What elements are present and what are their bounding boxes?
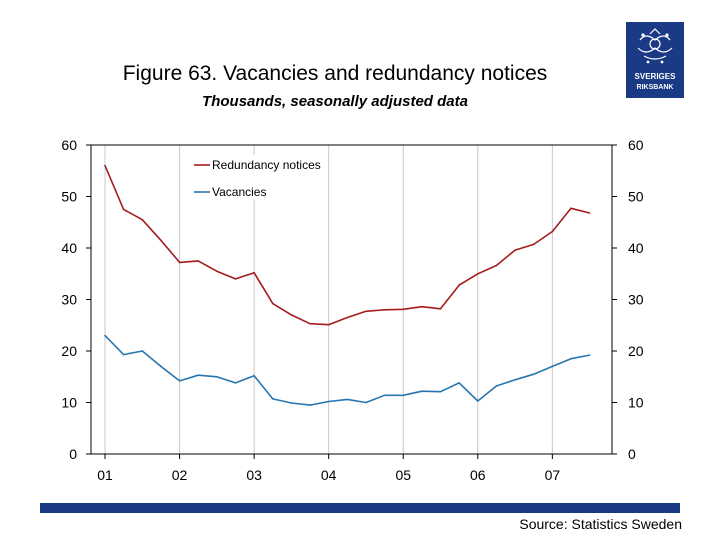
- data-point: [570, 358, 572, 360]
- data-point: [123, 354, 125, 356]
- chart-subtitle: Thousands, seasonally adjusted data: [202, 93, 468, 110]
- data-point: [384, 309, 386, 311]
- y-tick-label-left: 60: [61, 137, 77, 153]
- data-point: [365, 402, 367, 404]
- data-point: [142, 350, 144, 352]
- y-tick-label-left: 10: [61, 394, 77, 411]
- data-point: [496, 265, 498, 267]
- data-point: [440, 308, 442, 310]
- data-point: [291, 402, 293, 404]
- data-point: [197, 374, 199, 376]
- x-tick-label: 03: [246, 467, 262, 483]
- y-tick-label-right: 0: [628, 446, 636, 462]
- x-tick-label: 05: [395, 467, 412, 483]
- data-point: [272, 398, 274, 400]
- data-point: [589, 212, 591, 214]
- legend-label: Vacancies: [212, 185, 267, 199]
- data-point: [589, 354, 591, 356]
- data-point: [104, 165, 106, 167]
- y-tick-label-right: 50: [628, 188, 644, 205]
- x-tick-label: 02: [171, 467, 188, 483]
- data-point: [514, 379, 516, 381]
- data-point: [514, 249, 516, 251]
- data-point: [384, 395, 386, 397]
- y-tick-label-right: 60: [628, 137, 644, 153]
- data-point: [291, 314, 293, 316]
- x-tick-label: 06: [470, 467, 486, 483]
- footer-bar: [40, 503, 680, 513]
- data-point: [365, 311, 367, 313]
- data-point: [272, 303, 274, 305]
- x-tick-label: 01: [97, 467, 113, 483]
- data-point: [347, 399, 349, 401]
- data-point: [440, 391, 442, 393]
- data-point: [216, 270, 218, 272]
- data-point: [235, 278, 237, 280]
- data-point: [142, 219, 144, 221]
- data-point: [496, 385, 498, 387]
- y-tick-label-right: 40: [628, 240, 644, 256]
- y-tick-label-left: 40: [61, 240, 77, 256]
- legend-label: Redundancy notices: [212, 158, 321, 172]
- data-point: [533, 373, 535, 375]
- data-point: [235, 382, 237, 384]
- y-tick-label-left: 20: [61, 343, 77, 359]
- data-point: [197, 260, 199, 262]
- logo-text-bottom: RIKSBANK: [636, 84, 674, 91]
- data-point: [179, 262, 181, 264]
- plot-frame: [91, 145, 612, 454]
- series-line-redundancy-notices: [105, 166, 590, 325]
- y-tick-label-left: 0: [69, 446, 77, 462]
- data-point: [309, 323, 311, 325]
- data-point: [160, 366, 162, 368]
- data-point: [309, 404, 311, 406]
- x-tick-label: 04: [320, 467, 337, 483]
- data-point: [347, 317, 349, 319]
- data-point: [458, 284, 460, 286]
- data-point: [402, 395, 404, 397]
- data-point: [160, 240, 162, 242]
- data-point: [552, 366, 554, 368]
- data-point: [421, 390, 423, 392]
- data-point: [253, 272, 255, 274]
- data-point: [179, 380, 181, 382]
- data-point: [328, 401, 330, 403]
- y-tick-label-left: 30: [61, 291, 77, 308]
- data-point: [421, 306, 423, 308]
- data-point: [458, 382, 460, 384]
- data-point: [533, 244, 535, 246]
- data-point: [402, 309, 404, 311]
- data-point: [477, 400, 479, 402]
- series-line-vacancies: [105, 336, 590, 406]
- data-point: [123, 209, 125, 211]
- logo-text-top: SVERIGES: [634, 72, 676, 81]
- chart-title: Figure 63. Vacancies and redundancy notices: [122, 62, 548, 85]
- x-tick-label: 07: [544, 467, 561, 483]
- data-point: [477, 273, 479, 275]
- data-point: [552, 231, 554, 233]
- data-point: [253, 375, 255, 377]
- data-point: [570, 208, 572, 210]
- data-point: [328, 324, 330, 326]
- y-tick-label-right: 10: [628, 394, 644, 411]
- data-point: [104, 335, 106, 337]
- y-tick-label-left: 50: [61, 188, 77, 205]
- y-tick-label-right: 20: [628, 343, 644, 359]
- data-point: [216, 376, 218, 378]
- source-note: Source: Statistics Sweden: [519, 516, 682, 532]
- y-tick-label-right: 30: [628, 291, 644, 308]
